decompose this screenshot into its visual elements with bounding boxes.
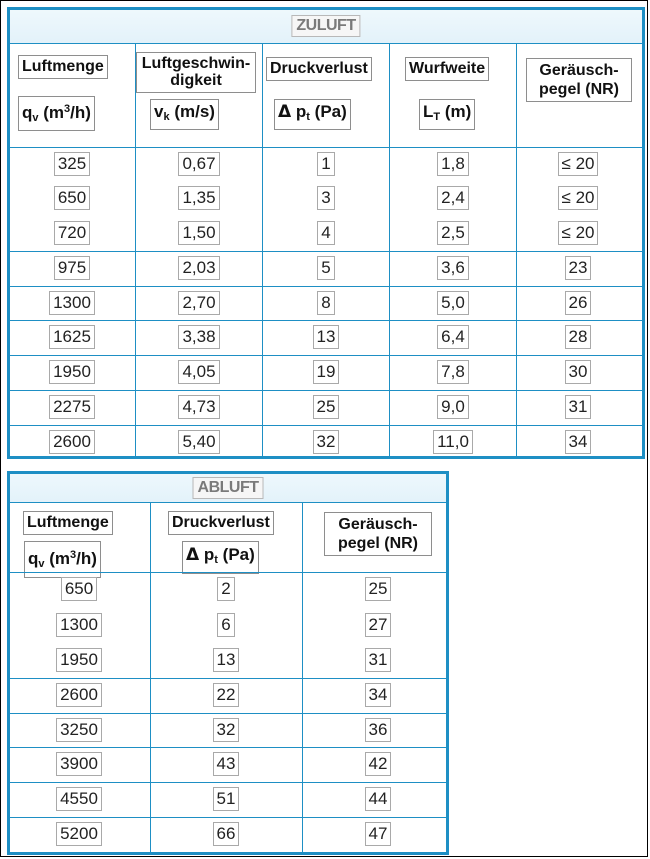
table-cell (12, 355, 132, 389)
cell-value: 3900 (56, 752, 102, 776)
table-cell (166, 572, 286, 606)
cell-value: 32 (313, 430, 340, 454)
unit-sup: 3 (64, 103, 71, 115)
header-druckverlust-unit (182, 541, 259, 574)
header-luftgeschwindigkeit (136, 52, 256, 93)
cell-value: 13 (313, 325, 340, 349)
table-cell (518, 147, 638, 181)
cell-value: 31 (365, 648, 392, 672)
unit-b: /h) (70, 103, 91, 122)
cell-value: 4550 (56, 787, 102, 811)
cell-value: 8 (317, 291, 334, 315)
header-line2: pegel (NR) (338, 535, 418, 552)
header-luftmenge: Luftmenge (23, 511, 113, 535)
cell-value: 11,0 (433, 430, 473, 454)
table-cell (393, 320, 513, 354)
table-cell (139, 251, 259, 285)
table-cell (139, 181, 259, 215)
table-cell (166, 747, 286, 781)
table-cell (166, 643, 286, 677)
zuluft-title-bar (10, 10, 642, 44)
header-line2: digkeit (170, 72, 222, 89)
table-cell (393, 425, 513, 459)
table-cell (518, 320, 638, 354)
unit-a: (Pa) (309, 102, 347, 121)
table-cell (19, 713, 139, 747)
cell-value: 5,40 (178, 430, 219, 454)
table-cell (166, 713, 286, 747)
cell-value: 34 (365, 683, 392, 707)
table-cell (393, 147, 513, 181)
cell-value: ≤ 20 (558, 221, 599, 245)
header-geraeuschpegel (324, 512, 432, 556)
table-cell (318, 782, 438, 816)
table-cell (266, 390, 386, 424)
table-cell (12, 181, 132, 215)
cell-value: 9,0 (437, 395, 469, 419)
cell-value: 5,0 (437, 291, 469, 315)
table-cell (19, 643, 139, 677)
cell-value: 1,50 (178, 221, 219, 245)
cell-value: 4 (317, 221, 334, 245)
cell-value: 26 (565, 291, 592, 315)
cell-value: 2600 (49, 430, 95, 454)
table-cell (166, 782, 286, 816)
table-cell (19, 572, 139, 606)
table-cell (393, 286, 513, 320)
cell-value: 720 (54, 221, 90, 245)
cell-value: 4,05 (178, 360, 219, 384)
table-cell (19, 782, 139, 816)
table-cell (518, 355, 638, 389)
cell-value: 51 (213, 787, 240, 811)
table-cell (518, 181, 638, 215)
unit-a: (m) (440, 102, 472, 121)
table-cell (318, 713, 438, 747)
table-cell (139, 355, 259, 389)
cell-value: 28 (565, 325, 592, 349)
unit-sub: T (433, 111, 441, 123)
column-divider (150, 502, 151, 852)
cell-value: 2275 (49, 395, 95, 419)
header-line1: Luftgeschwin- (141, 55, 251, 72)
cell-value: 4,73 (178, 395, 219, 419)
table-cell (266, 425, 386, 459)
cell-value: 7,8 (437, 360, 469, 384)
table-cell (393, 390, 513, 424)
table-cell (19, 608, 139, 642)
cell-value: 1 (317, 152, 334, 176)
table-cell (12, 216, 132, 250)
cell-value: 2,70 (178, 291, 219, 315)
zuluft-table (7, 7, 645, 459)
table-cell (19, 817, 139, 851)
cell-value: 1950 (49, 360, 95, 384)
unit-sub: t (306, 111, 310, 123)
table-cell (393, 181, 513, 215)
table-cell (318, 572, 438, 606)
header-line1: Geräusch- (539, 62, 619, 79)
header-luftgeschwindigkeit-unit (150, 99, 219, 130)
table-cell (318, 643, 438, 677)
cell-value: 2600 (56, 683, 102, 707)
unit-a: (m/s) (169, 102, 215, 121)
cell-value: 975 (54, 256, 90, 280)
unit-sub: k (163, 111, 170, 123)
cell-value: 25 (365, 577, 392, 601)
table-cell (318, 817, 438, 851)
cell-value: 1625 (49, 325, 95, 349)
table-cell (139, 286, 259, 320)
unit-var: v (154, 102, 164, 121)
header-druckverlust-unit (274, 99, 351, 130)
table-cell (139, 216, 259, 250)
table-cell (393, 216, 513, 250)
unit-a: (Pa) (217, 545, 255, 564)
cell-value: 3,6 (437, 256, 469, 280)
unit-var: L (423, 102, 434, 121)
unit-sub: t (214, 554, 218, 566)
table-cell (139, 147, 259, 181)
table-cell (12, 390, 132, 424)
table-cell (139, 425, 259, 459)
cell-value: 27 (365, 613, 392, 637)
cell-value: 36 (365, 718, 392, 742)
table-cell (393, 251, 513, 285)
table-cell (266, 355, 386, 389)
cell-value: 2,03 (178, 256, 219, 280)
header-luftmenge-unit (18, 96, 95, 131)
header-line1: Geräusch- (338, 516, 418, 533)
header-line2: pegel (NR) (539, 81, 619, 98)
table-cell (266, 216, 386, 250)
header-luftmenge: Luftmenge (18, 55, 108, 79)
unit-a: (m (38, 103, 65, 122)
cell-value: 13 (213, 648, 240, 672)
header-wurfweite: Wurfweite (405, 57, 489, 81)
cell-value: 650 (61, 577, 97, 601)
cell-value: 6,4 (437, 325, 469, 349)
table-cell (12, 147, 132, 181)
zuluft-title: ZULUFT (291, 15, 360, 37)
abluft-title: ABLUFT (193, 477, 264, 499)
table-cell (266, 251, 386, 285)
table-cell (518, 216, 638, 250)
cell-value: 3 (317, 186, 334, 210)
table-cell (518, 425, 638, 459)
cell-value: 2 (217, 577, 234, 601)
unit-sup: 3 (70, 549, 77, 561)
cell-value: 2,4 (437, 186, 469, 210)
header-geraeuschpegel (526, 58, 632, 102)
table-cell (518, 286, 638, 320)
unit-a: (m (44, 549, 71, 568)
cell-value: ≤ 20 (558, 152, 599, 176)
cell-value: 3250 (56, 718, 102, 742)
unit-var: p (199, 545, 215, 564)
cell-value: 1300 (49, 291, 95, 315)
table-cell (393, 355, 513, 389)
cell-value: 30 (565, 360, 592, 384)
cell-value: 3,38 (178, 325, 219, 349)
cell-value: 6 (217, 613, 234, 637)
table-cell (12, 286, 132, 320)
table-cell (166, 678, 286, 712)
cell-value: 43 (213, 752, 240, 776)
table-cell (318, 747, 438, 781)
table-cell (518, 390, 638, 424)
cell-value: 1300 (56, 613, 102, 637)
table-cell (518, 251, 638, 285)
unit-var: q (22, 103, 33, 122)
cell-value: 325 (54, 152, 90, 176)
cell-value: 2,5 (437, 221, 469, 245)
cell-value: 44 (365, 787, 392, 811)
table-cell (266, 320, 386, 354)
table-cell (318, 608, 438, 642)
cell-value: 1950 (56, 648, 102, 672)
table-cell (19, 678, 139, 712)
cell-value: 66 (213, 822, 240, 846)
cell-value: 25 (313, 395, 340, 419)
cell-value: 5 (317, 256, 334, 280)
column-divider (302, 502, 303, 852)
unit-var: p (291, 102, 307, 121)
table-cell (12, 320, 132, 354)
table-cell (166, 817, 286, 851)
cell-value: 32 (213, 718, 240, 742)
cell-value: ≤ 20 (558, 186, 599, 210)
table-cell (266, 147, 386, 181)
cell-value: 23 (565, 256, 592, 280)
cell-value: 19 (313, 360, 340, 384)
cell-value: 22 (213, 683, 240, 707)
table-cell (139, 320, 259, 354)
cell-value: 42 (365, 752, 392, 776)
table-cell (318, 678, 438, 712)
cell-value: 0,67 (178, 152, 219, 176)
table-cell (19, 747, 139, 781)
cell-value: 650 (54, 186, 90, 210)
table-cell (266, 181, 386, 215)
unit-sub: v (38, 558, 45, 570)
table-cell (12, 251, 132, 285)
cell-value: 5200 (56, 822, 102, 846)
table-cell (266, 286, 386, 320)
abluft-title-bar (10, 474, 446, 503)
unit-b: /h) (76, 549, 97, 568)
cell-value: 31 (565, 395, 592, 419)
header-druckverlust: Druckverlust (266, 57, 372, 81)
header-druckverlust: Druckverlust (168, 511, 274, 535)
delta-symbol: Δ (186, 545, 200, 565)
header-wurfweite-unit (419, 99, 475, 130)
cell-value: 34 (565, 430, 592, 454)
table-cell (166, 608, 286, 642)
unit-sub: v (32, 112, 39, 124)
table-cell (12, 425, 132, 459)
abluft-table (7, 471, 449, 855)
unit-var: q (28, 549, 39, 568)
cell-value: 1,8 (437, 152, 469, 176)
delta-symbol: Δ (278, 102, 292, 122)
cell-value: 47 (365, 822, 392, 846)
cell-value: 1,35 (178, 186, 219, 210)
table-cell (139, 390, 259, 424)
